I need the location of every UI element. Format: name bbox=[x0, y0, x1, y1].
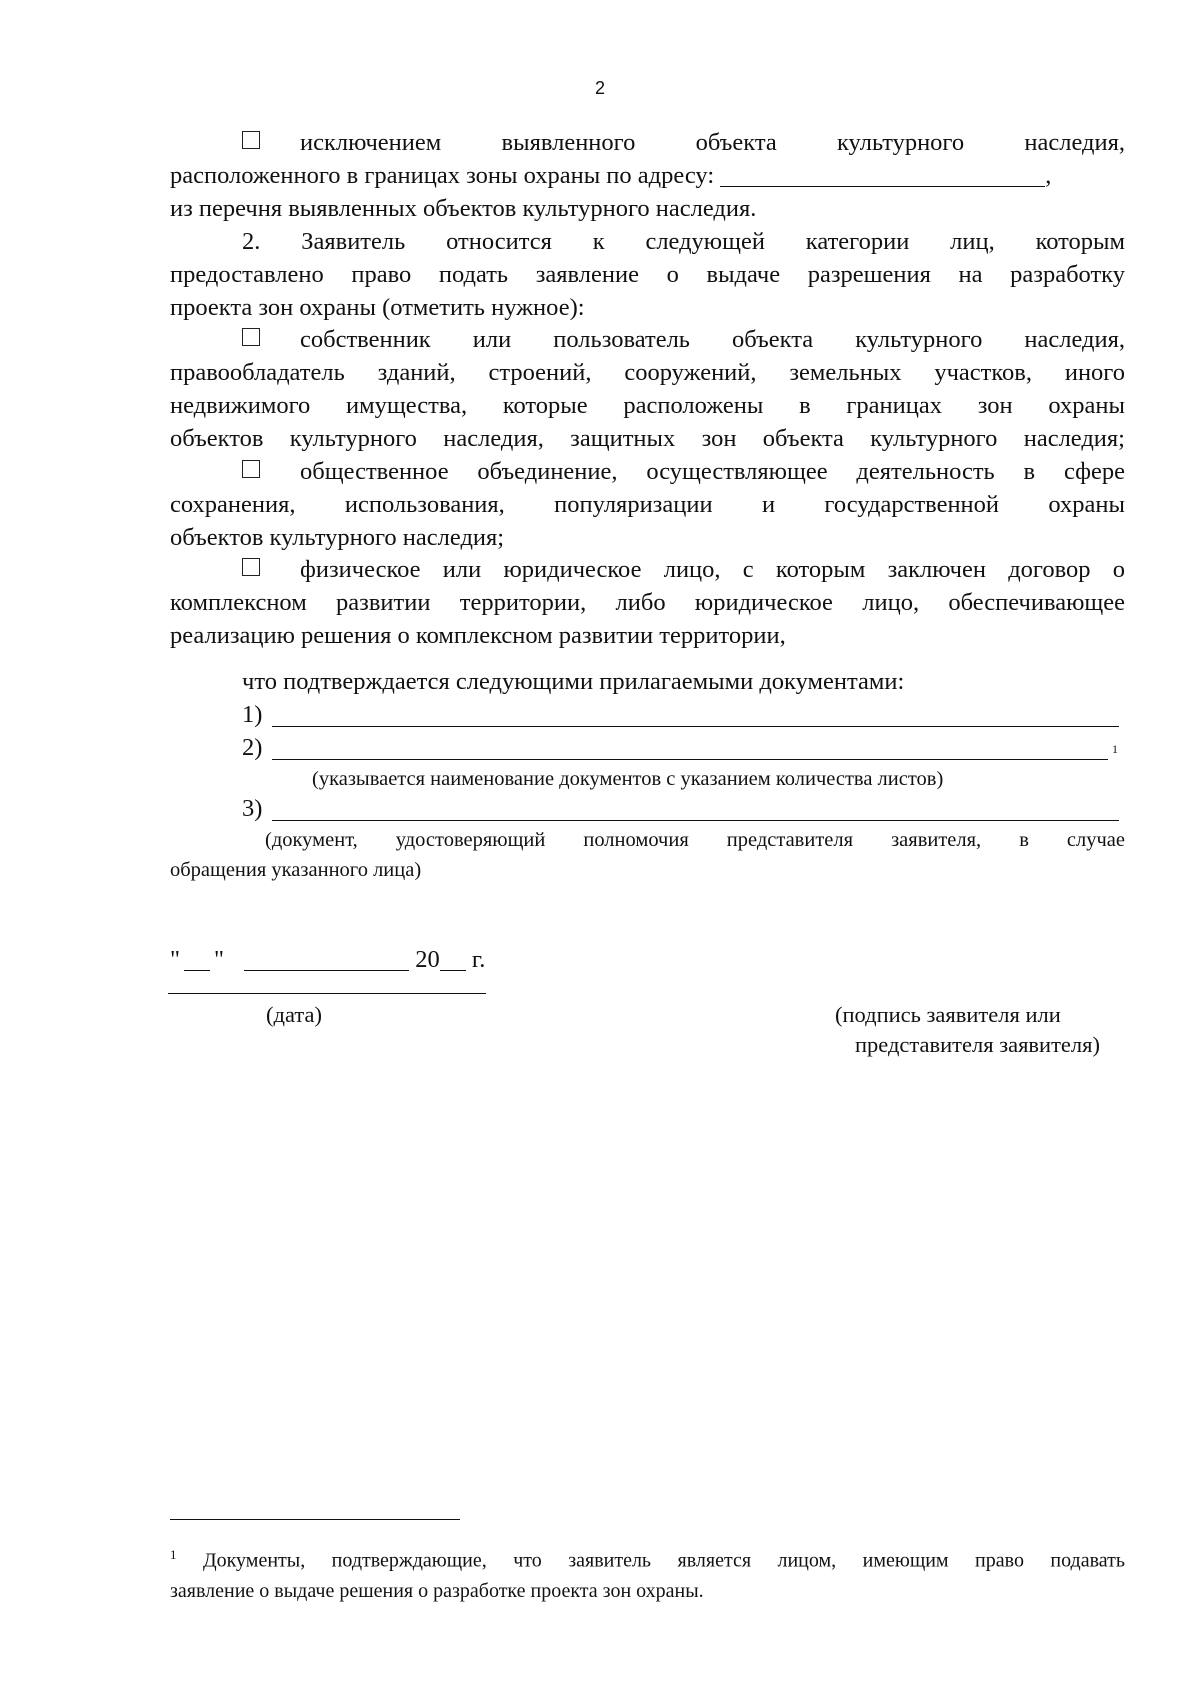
document-item-3 bbox=[242, 792, 262, 825]
section-2-line1: 2. Заявитель относится к следующей категории лиц, которым bbox=[242, 228, 1125, 255]
documents-hint: (указывается наименование документов с указанием количества листов) bbox=[312, 768, 944, 790]
representative-hint bbox=[170, 825, 1125, 885]
option-association-line2: сохранения, использования, популяризации и государственной охраны bbox=[170, 491, 1125, 518]
option-exclusion-line1: исключением выявленного объекта культурного наследия, bbox=[300, 129, 1125, 156]
year-field[interactable] bbox=[440, 948, 466, 971]
option-owner-line1: собственник или пользователь объекта культурного наследия, bbox=[300, 326, 1125, 353]
option-exclusion-line2-end: , bbox=[1045, 162, 1052, 189]
address-field[interactable] bbox=[720, 164, 1045, 187]
date-line bbox=[170, 943, 485, 976]
option-person-line2: комплексном развитии территории, либо юридическое лицо, обеспечивающее bbox=[170, 589, 1125, 616]
document-item-3-label: 3) bbox=[242, 795, 263, 822]
option-association-line3: объектов культурного наследия; bbox=[170, 524, 505, 551]
option-owner-line4: объектов культурного наследия, защитных зон объекта культурного наследия; bbox=[170, 425, 1125, 452]
date-label: (дата) bbox=[266, 1002, 322, 1027]
page-number: 2 bbox=[594, 78, 605, 98]
section-2-line2: предоставлено право подать заявление о выдаче разрешения на разработку bbox=[170, 261, 1125, 288]
documents-intro: что подтверждается следующими прилагаемыми документами: bbox=[242, 668, 905, 695]
footnote-line1: Документы, подтверждающие, что заявитель является лицом, имеющим право подавать bbox=[202, 1549, 1125, 1572]
document-item-2 bbox=[242, 731, 262, 764]
section-2-line3: проекта зон охраны (отметить нужное): bbox=[170, 294, 585, 321]
signature-label-line1: (подпись заявителя или bbox=[835, 1002, 1061, 1027]
representative-hint-line2: обращения указанного лица) bbox=[170, 859, 422, 881]
option-association bbox=[170, 455, 1125, 554]
signature-line[interactable] bbox=[168, 993, 486, 994]
document-field-2[interactable] bbox=[272, 759, 1108, 760]
date-quote-close: " bbox=[214, 946, 225, 973]
option-exclusion-line3: из перечня выявленных объектов культурного наследия. bbox=[170, 195, 757, 222]
checkbox-person[interactable] bbox=[242, 558, 260, 576]
footnote-line2: заявление о выдаче решения о разработке проекта зон охраны. bbox=[170, 1579, 704, 1602]
option-owner-line3: недвижимого имущества, которые расположены в границах зон охраны bbox=[170, 392, 1125, 419]
signature-label-line2: представителя заявителя) bbox=[855, 1032, 1100, 1057]
checkbox-association[interactable] bbox=[242, 460, 260, 478]
document-field-3[interactable] bbox=[272, 820, 1119, 821]
option-association-line1: общественное объединение, осуществляющее деятельность в сфере bbox=[300, 458, 1125, 485]
document-field-1[interactable] bbox=[272, 726, 1119, 727]
checkbox-exclusion[interactable] bbox=[242, 131, 260, 149]
year-prefix: 20 bbox=[415, 946, 440, 973]
footnote bbox=[170, 1540, 1125, 1606]
document-item-1 bbox=[242, 698, 262, 731]
document-item-2-label: 2) bbox=[242, 734, 263, 761]
month-field[interactable] bbox=[244, 948, 409, 971]
section-2 bbox=[170, 225, 1125, 324]
footnote-marker: 1 bbox=[170, 1547, 177, 1562]
footnote-separator bbox=[170, 1519, 460, 1520]
option-person bbox=[170, 553, 1125, 652]
option-exclusion-line2: расположенного в границах зоны охраны по адресу: bbox=[170, 162, 715, 189]
day-field[interactable] bbox=[184, 948, 210, 971]
option-exclusion bbox=[170, 126, 1125, 225]
date-quote-open: " bbox=[170, 946, 181, 973]
option-owner-line2: правообладатель зданий, строений, сооружений, земельных участков, иного bbox=[170, 359, 1125, 386]
option-owner bbox=[170, 323, 1125, 455]
option-person-line1: физическое или юридическое лицо, с которым заключен договор о bbox=[300, 556, 1125, 583]
document-item-1-label: 1) bbox=[242, 701, 263, 728]
footnote-ref: 1 bbox=[1112, 742, 1118, 756]
year-suffix: г. bbox=[471, 946, 486, 973]
representative-hint-line1: (документ, удостоверяющий полномочия представителя заявителя, в случае bbox=[265, 829, 1125, 851]
checkbox-owner[interactable] bbox=[242, 328, 260, 346]
option-person-line3: реализацию решения о комплексном развитии территории, bbox=[170, 622, 786, 649]
